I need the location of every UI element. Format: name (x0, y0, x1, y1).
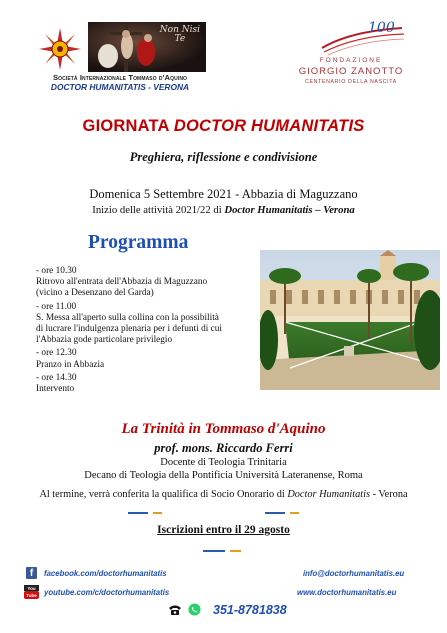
schedule-time: - ore 14.30 (36, 372, 77, 383)
schedule-list (36, 266, 258, 395)
email-link[interactable]: info@doctorhumanitatis.eu (303, 569, 405, 578)
programma-heading: Programma (88, 232, 189, 253)
schedule-item (36, 266, 258, 300)
speaker-role-2: Decano di Teologia della Pontificia Università Lateranense, Roma (84, 470, 363, 481)
closing-note (0, 489, 447, 500)
whatsapp-icon (188, 603, 201, 616)
foundation-name: GIORGIO ZANOTTO (298, 66, 404, 77)
foundation-tagline: CENTENARIO DELLA NASCITA (305, 79, 397, 85)
phone-number[interactable]: 351-8781838 (213, 603, 287, 617)
schedule-desc: di lucrare l'indulgenza plenaria per i defunti di cui (36, 324, 222, 335)
website-link[interactable]: www.doctorhumanitatis.eu (297, 588, 397, 597)
closing-prefix: Al termine, verrà conferita la qualifica di Socio Onorario di (39, 489, 288, 500)
youtube-icon[interactable] (24, 585, 39, 599)
closing-suffix: - Verona (370, 489, 408, 500)
event-date-line: Domenica 5 Settembre 2021 - Abbazia di Maguzzano (89, 187, 358, 201)
closing-italic: Doctor Humanitatis (287, 489, 370, 500)
society-name: Società Internazionale Tommaso d'Aquino (52, 73, 188, 82)
schedule-time: - ore 11.00 (36, 301, 77, 312)
society-subtitle: DOCTOR HUMANITATIS - VERONA (50, 82, 190, 92)
facebook-link[interactable]: facebook.com/doctorhumanitatis (44, 569, 167, 578)
start-suffix: – Verona (312, 204, 355, 216)
foundation-line-1: FONDAZIONE (319, 57, 383, 64)
svg-text:You: You (27, 586, 36, 591)
facebook-icon[interactable]: f (26, 567, 37, 579)
schedule-desc: (vicino a Desenzano del Garda) (36, 288, 154, 299)
title-part-1: GIORNATA (82, 117, 174, 135)
schedule-desc: S. Messa all'aperto sulla collina con la possibilità (36, 312, 219, 323)
divider (203, 550, 243, 553)
schedule-desc: Intervento (36, 384, 75, 395)
schedule-item (36, 348, 258, 370)
lecture-title: La Trinità in Tommaso d'Aquino (121, 421, 326, 437)
header-painting (88, 22, 206, 72)
youtube-link[interactable]: youtube.com/c/doctorhumanitatis (44, 588, 170, 597)
speaker-role-1: Docente di Teologia Trinitaria (160, 457, 287, 468)
painting-text-2: Te (174, 34, 186, 44)
schedule-time: - ore 10.30 (36, 266, 77, 276)
event-start-line (0, 204, 447, 216)
foundation-logo-mark (318, 18, 408, 58)
abbey-cloister-photo (260, 250, 440, 390)
title-part-2: DOCTOR HUMANITATIS (173, 117, 365, 135)
schedule-item (36, 302, 258, 347)
page-title (0, 117, 447, 136)
svg-text:Tube: Tube (26, 593, 37, 598)
schedule-desc: l'Abbazia gode particolare privilegio (36, 335, 173, 346)
divider (128, 512, 164, 515)
speaker-name: prof. mons. Riccardo Ferri (154, 441, 293, 455)
phone-icon (168, 604, 182, 615)
society-emblem-icon (38, 27, 82, 71)
page-subtitle: Preghiera, riflessione e condivisione (129, 150, 318, 164)
foundation-mark-number: 100 (368, 20, 395, 36)
painting-text-1: Non Nisi (159, 25, 200, 35)
divider (265, 512, 301, 515)
schedule-time: - ore 12.30 (36, 348, 77, 359)
schedule-desc: Pranzo in Abbazia (36, 359, 105, 370)
registration-deadline: Iscrizioni entro il 29 agosto (157, 524, 290, 536)
schedule-desc: Ritrovo all'entrata dell'Abbazia di Maguzzano (36, 277, 208, 288)
start-bold: Doctor Humanitatis (224, 204, 313, 216)
schedule-item (36, 373, 258, 395)
start-prefix: Inizio delle attività 2021/22 di (92, 204, 225, 216)
